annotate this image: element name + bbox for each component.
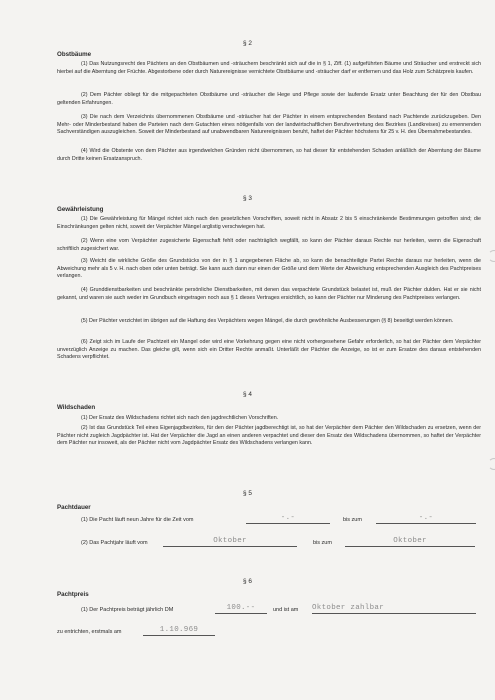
section-number: § 6 (243, 578, 252, 585)
punch-hole-mark (488, 458, 495, 470)
paragraph: (4) Grunddienstbarkeiten und beschränkte persönliche Dienstbarkeiten, mit denen das verpachtete Grundstück belastet ist, muß der Pächter dulden. Hat er sie nicht gekannt, und waren sie auch weder im Grundbuch eingetragen noch aus § 1 dieses Vertrages ersichtlich, so kann der Pächter nur Minderung des Pachtpreises verlangen. (57, 287, 481, 301)
section-heading: Wildschaden (57, 404, 96, 411)
section-heading: Obstbäume (57, 51, 92, 58)
paragraph: (3) Weicht die wirkliche Größe des Grundstücks von der in § 1 angegebenen Fläche ab, so kann die benachteiligte Partei Rechte daraus nur herleiten, wenn die Abweichung mehr als 5 v. H. nach oben oder unten beträgt. Sie kann auch dann nur einen der Größe und dem Werte der Abweichung entsprechenden Ausgleich des Pachtpreises verlangen. (57, 258, 481, 280)
lease-year-end-field[interactable]: Oktober (345, 537, 475, 547)
payment-date-field[interactable]: Oktober zahlbar (312, 604, 476, 614)
section-heading: Pachtpreis (57, 591, 89, 598)
end-date-field[interactable]: -.- (376, 514, 476, 524)
rent-amount-field[interactable]: 100.-- (215, 604, 267, 614)
section-number: § 5 (243, 490, 252, 497)
paragraph: (6) Zeigt sich im Laufe der Pachtzeit ein Mangel oder wird eine Vorkehrung gegen eine nicht vorhergesehene Gefahr erforderlich, so hat der Pächter dem Verpächter unverzüglich Anzeige zu machen. Das gleiche gilt, wenn sich ein Dritter Rechte anmaßt. Unterläßt der Pächter die Anzeige, so ist er zum Ersatze des daraus entstehenden Schadens verpflichtet. (57, 339, 481, 361)
field-label: (2) Das Pachtjahr läuft vom (81, 540, 148, 546)
paragraph: (5) Der Pächter verzichtet im übrigen auf die Haftung des Verpächters wegen Mängel, die durch gewöhnliche Ausbesserungen (§ 8) beseitigt werden können. (81, 318, 454, 324)
field-label: bis zum (313, 540, 332, 546)
section-number: § 4 (243, 391, 252, 398)
section-number: § 2 (243, 40, 252, 47)
section-heading: Gewährleistung (57, 206, 104, 213)
paragraph: (1) Der Ersatz des Wildschadens richtet sich nach den jagdrechtlichen Vorschriften. (81, 415, 279, 421)
first-payment-field[interactable]: 1.10.969 (143, 626, 215, 636)
field-label: (1) Der Pachtpreis beträgt jährlich DM (81, 607, 174, 613)
section-heading: Pachtdauer (57, 504, 91, 511)
paragraph: (2) Dem Pächter obliegt für die mitgepachteten Obstbäume und -sträucher die Hege und Pflege sowie der laufende Ersatz unter Beachtung der für den Obstbau geltenden Erfahrungen. (57, 92, 481, 106)
field-label: bis zum (343, 517, 362, 523)
start-date-field[interactable]: -.- (246, 514, 330, 524)
field-label: (1) Die Pacht läuft neun Jahre für die Zeit vom (81, 517, 194, 523)
section-number: § 3 (243, 195, 252, 202)
paragraph: (2) Ist das Grundstück Teil eines Eigenjagdbezirkes, für den der Pächter jagdberechtigt ist, so hat der Verpächter dem Pächter den Wildschaden zu ersetzen, wenn der Pächter nicht zugleich Jagdpächter ist. Hat der Verpächter die Jagd an einen anderen verpachtet und dieser den Ersatz des Wildschadens übernommen, so haftet der Verpächter dem Pächter nur insoweit, als der Pächter nicht vom Jagdpächter Ersatz des Wildschadens verlangen kann. (57, 425, 481, 447)
field-label: und ist am (273, 607, 299, 613)
paragraph: (1) Das Nutzungsrecht des Pächters an den Obstbäumen und -sträuchern beschränkt sich auf die in § 1, Ziff. (1) aufgeführten Bäume und Sträucher und erstreckt sich hierbei auf die Aberntung der Früchte. Abgestorbene oder durch Naturereignisse vernichtete Obstbäume und -sträucher darf er entfernen und das Holz zum Schätzpreis kaufen. (57, 61, 481, 75)
paragraph: (1) Die Gewährleistung für Mängel richtet sich nach den gesetzlichen Vorschriften, soweit nicht in Absatz 2 bis 5 einschränkende Bestimmungen getroffen sind; die Einschränkungen gelten nicht, soweit der Verpächter Mängel arglistig verschwiegen hat. (57, 216, 481, 230)
field-label: zu entrichten, erstmals am (57, 629, 122, 635)
paragraph: (2) Wenn eine vom Verpächter zugesicherte Eigenschaft fehlt oder nachträglich wegfällt, so kann der Pächter daraus Rechte nur herleiten, wenn die Eigenschaft schriftlich zugesichert war. (57, 238, 481, 252)
paragraph: (4) Wird die Obstente von dem Pächter aus irgendwelchen Gründen nicht übernommen, so hat dieser für entstehenden Schaden anläßlich der Aberntung der Bäume durch Dritte keinen Ersatzanspruch. (57, 148, 481, 162)
paragraph: (3) Die nach dem Verzeichnis übernommenen Obstbäume und -sträucher hat der Pächter in einem entsprechenden Bestand nach Pachtende zurückzugeben. Den Mehr- oder Minderbestand haben die Parteien nach dem Gutachten eines nötigenfalls von der landwirtschaftlichen Berufsvertretung des Bezirkes (Landkreises) zu ernennenden Sachverständigen auszugleichen. Soweit der Minderbestand auf unabwendbaren Naturereignissen beruht, haftet der Pächter höchstens für 25 v. H. des Übernahmebestandes. (57, 114, 481, 136)
lease-year-start-field[interactable]: Oktober (163, 537, 297, 547)
punch-hole-mark (488, 250, 495, 262)
